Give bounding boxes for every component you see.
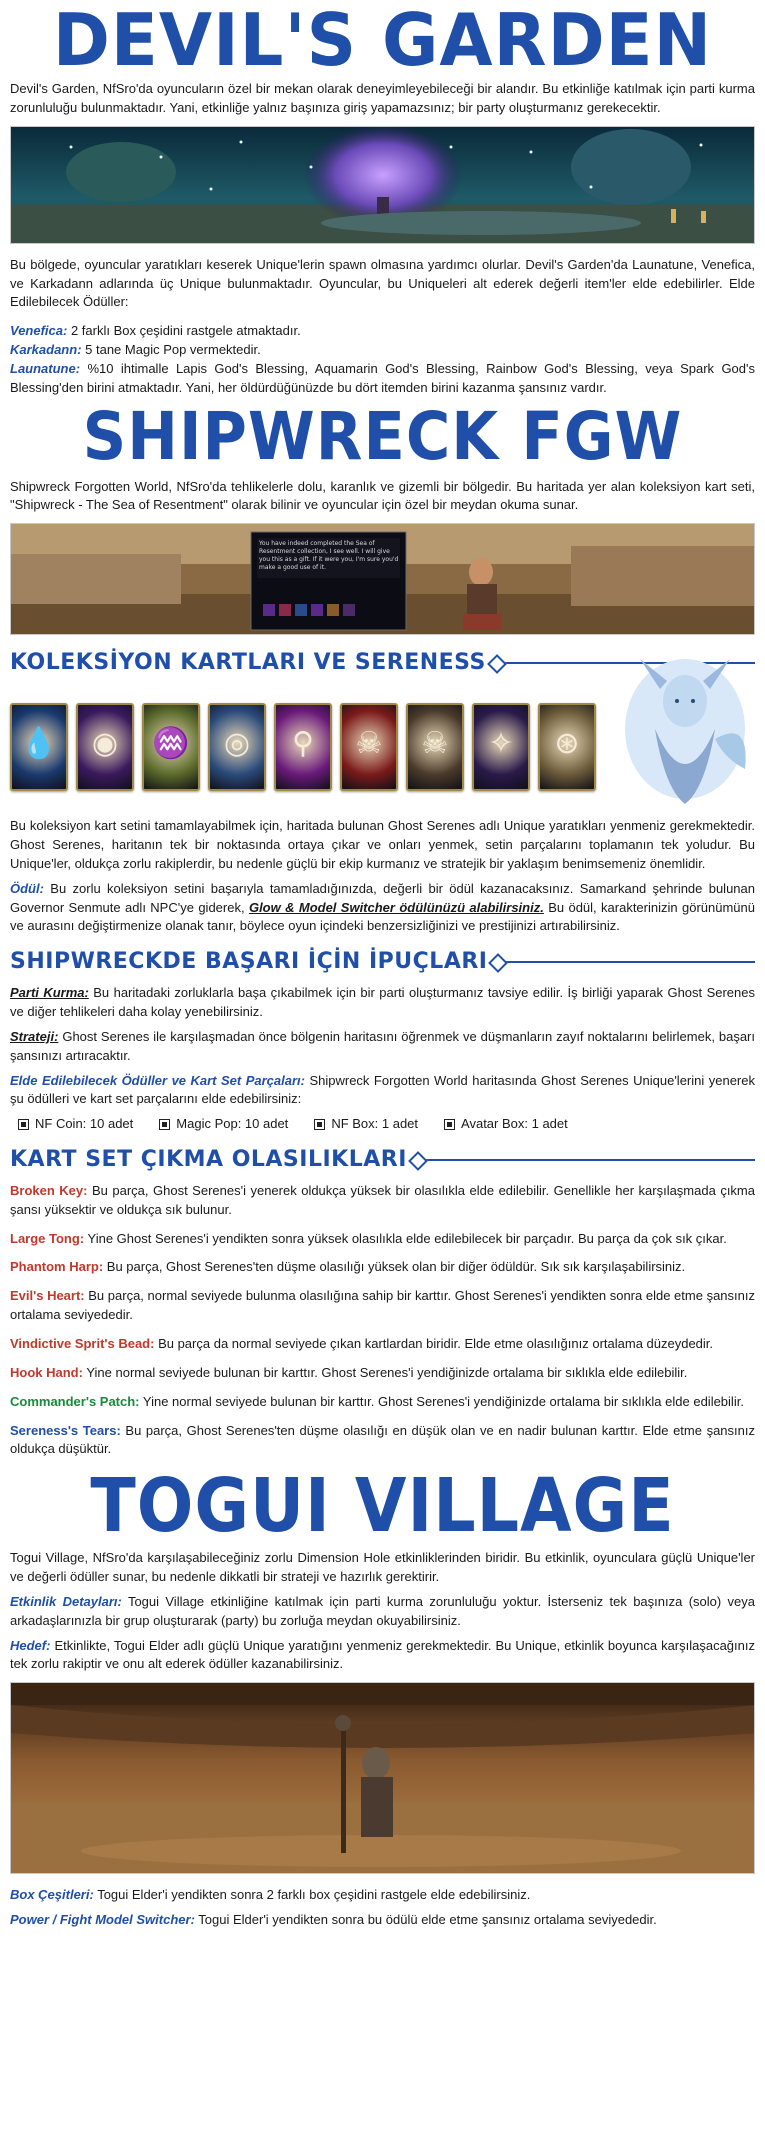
- koleksiyon-odul: [10, 880, 755, 937]
- kart-label: Large Tong:: [10, 1230, 85, 1246]
- collection-card: [274, 703, 332, 791]
- ipucu-strateji: [10, 1028, 755, 1066]
- bullet-icon: [314, 1119, 325, 1130]
- hedef-label: Hedef:: [10, 1637, 51, 1653]
- bullet-icon: [159, 1119, 170, 1130]
- kart-label: Vindictive Sprit's Bead:: [10, 1335, 155, 1351]
- strateji-label: Strateji:: [10, 1028, 59, 1044]
- kart-item: [10, 1335, 755, 1354]
- togui-scene: [11, 1683, 755, 1874]
- bullet-icon: [444, 1119, 455, 1130]
- kart-item: [10, 1364, 755, 1383]
- koleksiyon-heading-text: KOLEKSİYON KARTLARI VE SERENESS: [10, 650, 486, 676]
- reward-label: Venefica:: [10, 323, 68, 339]
- card-art-icon: ◎: [223, 727, 251, 761]
- card-gallery: [10, 685, 755, 809]
- etkinlik-text: Togui Village etkinliğine katılmak için parti kurma zorunluluğu yoktur. İsterseniz tek başınıza (solo) veya arkadaşlarınızla bir grup oluşturarak (party) bu zorluğa meydan okuyabilirsiniz.: [10, 1593, 756, 1628]
- devils-garden-title: DEVIL'S GARDEN: [52, 0, 713, 82]
- ipucu-elde: [10, 1072, 755, 1110]
- togui-title: TOGUI VILLAGE: [90, 1463, 675, 1550]
- kart-label: Commander's Patch:: [10, 1393, 140, 1409]
- reward-text: %10 ihtimalle Lapis God's Blessing, Aquamarin God's Blessing, Rainbow God's Blessing, veya Spark God's Blessing'den birini atmaktadır. Yani, her öldürdüğünüzde bu dört itemden birini kazanma şansınız vardır.: [10, 360, 755, 395]
- odul-text: Bu zorlu koleksiyon setini başarıyla tamamladığınızda, değerli bir ödül kazanacaksınız. Samarkand şehrinde bulunan Governor Senmute adlı NPC'ye giderek,: [10, 880, 755, 915]
- strateji-text: Ghost Serenes ile karşılaşmadan önce bölgenin haritasını öğrenmek ve düşmanların zayıf noktalarını belirlemek, başarı şansınızı artıracaktır.: [10, 1028, 755, 1063]
- elde-label: Elde Edilebilecek Ödüller ve Kart Set Parçaları:: [10, 1072, 305, 1088]
- kart-label: Phantom Harp:: [10, 1259, 104, 1275]
- kart-label: Broken Key:: [10, 1182, 88, 1198]
- odul-link: Glow & Model Switcher ödülünüzü alabilirsiniz.: [248, 899, 544, 915]
- togui-box: [10, 1886, 755, 1905]
- heading-divider: [493, 961, 755, 963]
- reward-text: 5 tane Magic Pop vermektedir.: [81, 342, 261, 358]
- collection-card: [142, 703, 200, 791]
- koleksiyon-p1: Bu koleksiyon kart setini tamamlayabilmek için, haritada bulunan Ghost Serenes adlı Unique yaratıkları yenmeniz gerekmektedir. Ghost Serenes, haritanın tek bir noktasında ortaya çıkar ve onları yenmek, setin parçalarını toplamanın tek yoludur. Bu Unique'ler, oldukça zorlu rakiplerdir, bu nedenle güçlü bir ekip kurmanız ve stratejik bir yaklaşım benimsemeniz önemlidir.: [10, 818, 755, 871]
- collection-card: [538, 703, 596, 791]
- odul-label: Ödül:: [10, 880, 44, 896]
- togui-hedef: [10, 1637, 755, 1675]
- kart-text: Bu parça, Ghost Serenes'ten düşme olasılığı en düşük olan ve en nadir bulunan karttır. Elde etme şansınız oldukça düşüktür.: [10, 1422, 755, 1457]
- etkinlik-label: Etkinlik Detayları:: [10, 1593, 122, 1609]
- card-art-icon: ✧: [488, 727, 514, 761]
- togui-power: [10, 1911, 755, 1930]
- reward-list: [18, 1115, 755, 1134]
- card-art-icon: 💧: [20, 727, 58, 761]
- togui-etkinlik: [10, 1593, 755, 1631]
- hedef-text: Etkinlikte, Togui Elder adlı güçlü Unique yaratığını yenmeniz gerekmektedir. Bu Unique, etkinlik boyunca karşılaşacağınız tek zorlu rakiptir ve onu alt ederek ödüller kazanabilirsiniz.: [10, 1637, 755, 1672]
- collection-card: [208, 703, 266, 791]
- devils-garden-scene: [11, 127, 755, 244]
- kart-item: [10, 1182, 755, 1220]
- card-art-icon: ⊛: [554, 727, 580, 761]
- ipuclari-heading: [10, 946, 755, 978]
- devils-intro: Devil's Garden, NfSro'da oyuncuların özel bir mekan olarak deneyimleyebileceği bir alandır. Bu etkinliğe katılmak için parti kurma zorunluluğu bulunmaktadır. Yani, etkinliğe yalnız başınıza giriş yapamazsınız; bir party oluşturmanız gerekecektir.: [10, 81, 755, 115]
- shipwreck-intro: Shipwreck Forgotten World, NfSro'da tehlikelerle dolu, karanlık ve gizemli bir bölgedir. Bu haritada yer alan koleksiyon kart seti, "Shipwreck - The Sea of Resentment" olarak bilinir ve oyuncular için özel bir meydan okuma sunar.: [10, 478, 755, 513]
- collection-card: [406, 703, 464, 791]
- collection-card: [340, 703, 398, 791]
- kart-text: Yine normal seviyede bulunan bir karttır. Ghost Serenes'i yendiğinizde ortalama bir sıklıkla elde edilebilir.: [139, 1393, 744, 1409]
- card-art-icon: ☠: [355, 727, 383, 761]
- card-art-icon: ☠: [421, 727, 449, 761]
- togui-intro: Togui Village, NfSro'da karşılaşabileceğiniz zorlu Dimension Hole etkinliklerinden biridir. Bu etkinlik, oyunculara güçlü Unique'ler ve değerli ödüller sunar, bu nedenle dikkatli bir strateji ve hazırlık gerektirir.: [10, 1550, 755, 1585]
- card-art-icon: ◉: [91, 727, 119, 761]
- bullet-icon: [18, 1119, 29, 1130]
- heading-divider: [413, 1159, 755, 1161]
- card-art-icon: ⚲: [292, 727, 314, 761]
- kart-text: Bu parça, Ghost Serenes'i yenerek oldukça yüksek bir olasılıkla elde edilebilir. Genellikle her karşılaşmada çıkma şansı yüksektir ve oldukça sık bulunur.: [10, 1182, 755, 1217]
- collection-card: [10, 703, 68, 791]
- reward-item-text: Avatar Box: 1 adet: [461, 1116, 568, 1132]
- reward-item-text: Magic Pop: 10 adet: [176, 1116, 289, 1132]
- kart-list: [10, 1182, 755, 1459]
- npc-dialog-text: You have indeed completed the Sea of Resentment collection, I see well. I will give you this as a gift. If it were you, I'm sure you'd make a good use of it.: [259, 540, 399, 571]
- kart-label: Hook Hand:: [10, 1364, 83, 1380]
- kart-label: Sereness's Tears:: [10, 1422, 121, 1438]
- devils-reward-venefica: [10, 322, 755, 341]
- collection-card: [76, 703, 134, 791]
- power-text: Togui Elder'i yendikten sonra bu ödülü elde etme şansınız ortalama seviyededir.: [194, 1912, 657, 1928]
- reward-item-text: NF Coin: 10 adet: [35, 1116, 134, 1132]
- devils-reward-launatune: [10, 360, 755, 398]
- collection-card: [472, 703, 530, 791]
- kart-heading-text: KART SET ÇIKMA OLASILIKLARI: [10, 1147, 407, 1173]
- reward-item: [444, 1115, 568, 1134]
- devils-body: Bu bölgede, oyuncular yaratıkları keserek Unique'lerin spawn olmasına yardımcı olurlar. Devil's Garden'da Launatune, Venefica, ve Karkadann adlarında üç Unique bulunmaktadır. Oyuncular, bu Uniqueleri alt ederek değerli item'ler elde edebilirler. Elde Edilebilecek Ödüller:: [10, 256, 755, 310]
- box-text: Togui Elder'i yendikten sonra 2 farklı box çeşidini rastgele elde edebilirsiniz.: [93, 1887, 531, 1903]
- togui-screenshot: [10, 1682, 755, 1874]
- odul-tail: Bu ödül, karakterinizin görünümünü ve aurasını değiştirmenize olanak tanır, böylece oyun içindeki benzersizliğinizi ve prestijinizi artırabilirsiniz.: [10, 899, 755, 934]
- power-label: Power / Fight Model Switcher:: [10, 1912, 195, 1928]
- devils-reward-karkadann: [10, 341, 755, 360]
- sereness-portrait: [605, 649, 755, 809]
- devils-garden-screenshot: [10, 126, 755, 244]
- reward-item: [314, 1115, 418, 1134]
- reward-item: [18, 1115, 133, 1134]
- kart-text: Bu parça, normal seviyede bulunma olasılığına sahip bir karttır. Ghost Serenes'i yendikten sonra elde etme şansınız ortalama seviyededir.: [10, 1288, 755, 1323]
- reward-text: 2 farklı Box çeşidini rastgele atmaktadır.: [67, 323, 301, 339]
- card-art-icon: ♒: [152, 727, 190, 761]
- kart-label: Evil's Heart:: [10, 1288, 85, 1304]
- kart-item: [10, 1258, 755, 1277]
- kart-heading: [10, 1144, 755, 1176]
- shipwreck-title: SHIPWRECK FGW: [82, 397, 683, 475]
- kart-text: Yine normal seviyede bulunan bir karttır. Ghost Serenes'i yendiğinizde ortalama bir sıklıkla elde edilebilir.: [82, 1364, 688, 1380]
- kart-text: Bu parça, Ghost Serenes'ten düşme olasılığı yüksek olan bir diğer ödüldür. Sık sık karşılaşabilirsiniz.: [103, 1259, 686, 1275]
- kart-item: [10, 1230, 755, 1249]
- reward-label: Launatune:: [10, 360, 81, 376]
- kart-item: [10, 1422, 755, 1460]
- reward-item: [159, 1115, 288, 1134]
- reward-item-text: NF Box: 1 adet: [331, 1116, 419, 1132]
- kart-item: [10, 1287, 755, 1325]
- ipucu-parti: [10, 984, 755, 1022]
- parti-text: Bu haritadaki zorluklarla başa çıkabilmek için bir parti oluşturmanız tavsiye edilir. İş birliği yaparak Ghost Serenes ve diğer tehlikeleri daha kolay yenebilirsiniz.: [10, 985, 755, 1019]
- kart-text: Yine Ghost Serenes'i yendikten sonra yüksek olasılıkla elde edilebilecek bir parçadır. Bu parça da çok sık çıkar.: [84, 1230, 727, 1246]
- parti-label: Parti Kurma:: [10, 985, 89, 1001]
- reward-label: Karkadann:: [10, 342, 82, 358]
- kart-item: [10, 1393, 755, 1412]
- shipwreck-screenshot: [10, 523, 755, 635]
- ipuclari-heading-text: SHIPWRECKDE BAŞARI İÇİN İPUÇLARI: [10, 949, 488, 975]
- kart-text: Bu parça da normal seviyede çıkan kartlardan biridir. Elde etme olasılığınız ortalama düzeydedir.: [154, 1335, 714, 1351]
- elde-text: Shipwreck Forgotten World haritasında Ghost Serenes Unique'lerini yenerek şu ödülleri ve kart set parçalarını elde edebilirsiniz:: [10, 1072, 755, 1107]
- box-label: Box Çeşitleri:: [10, 1887, 94, 1903]
